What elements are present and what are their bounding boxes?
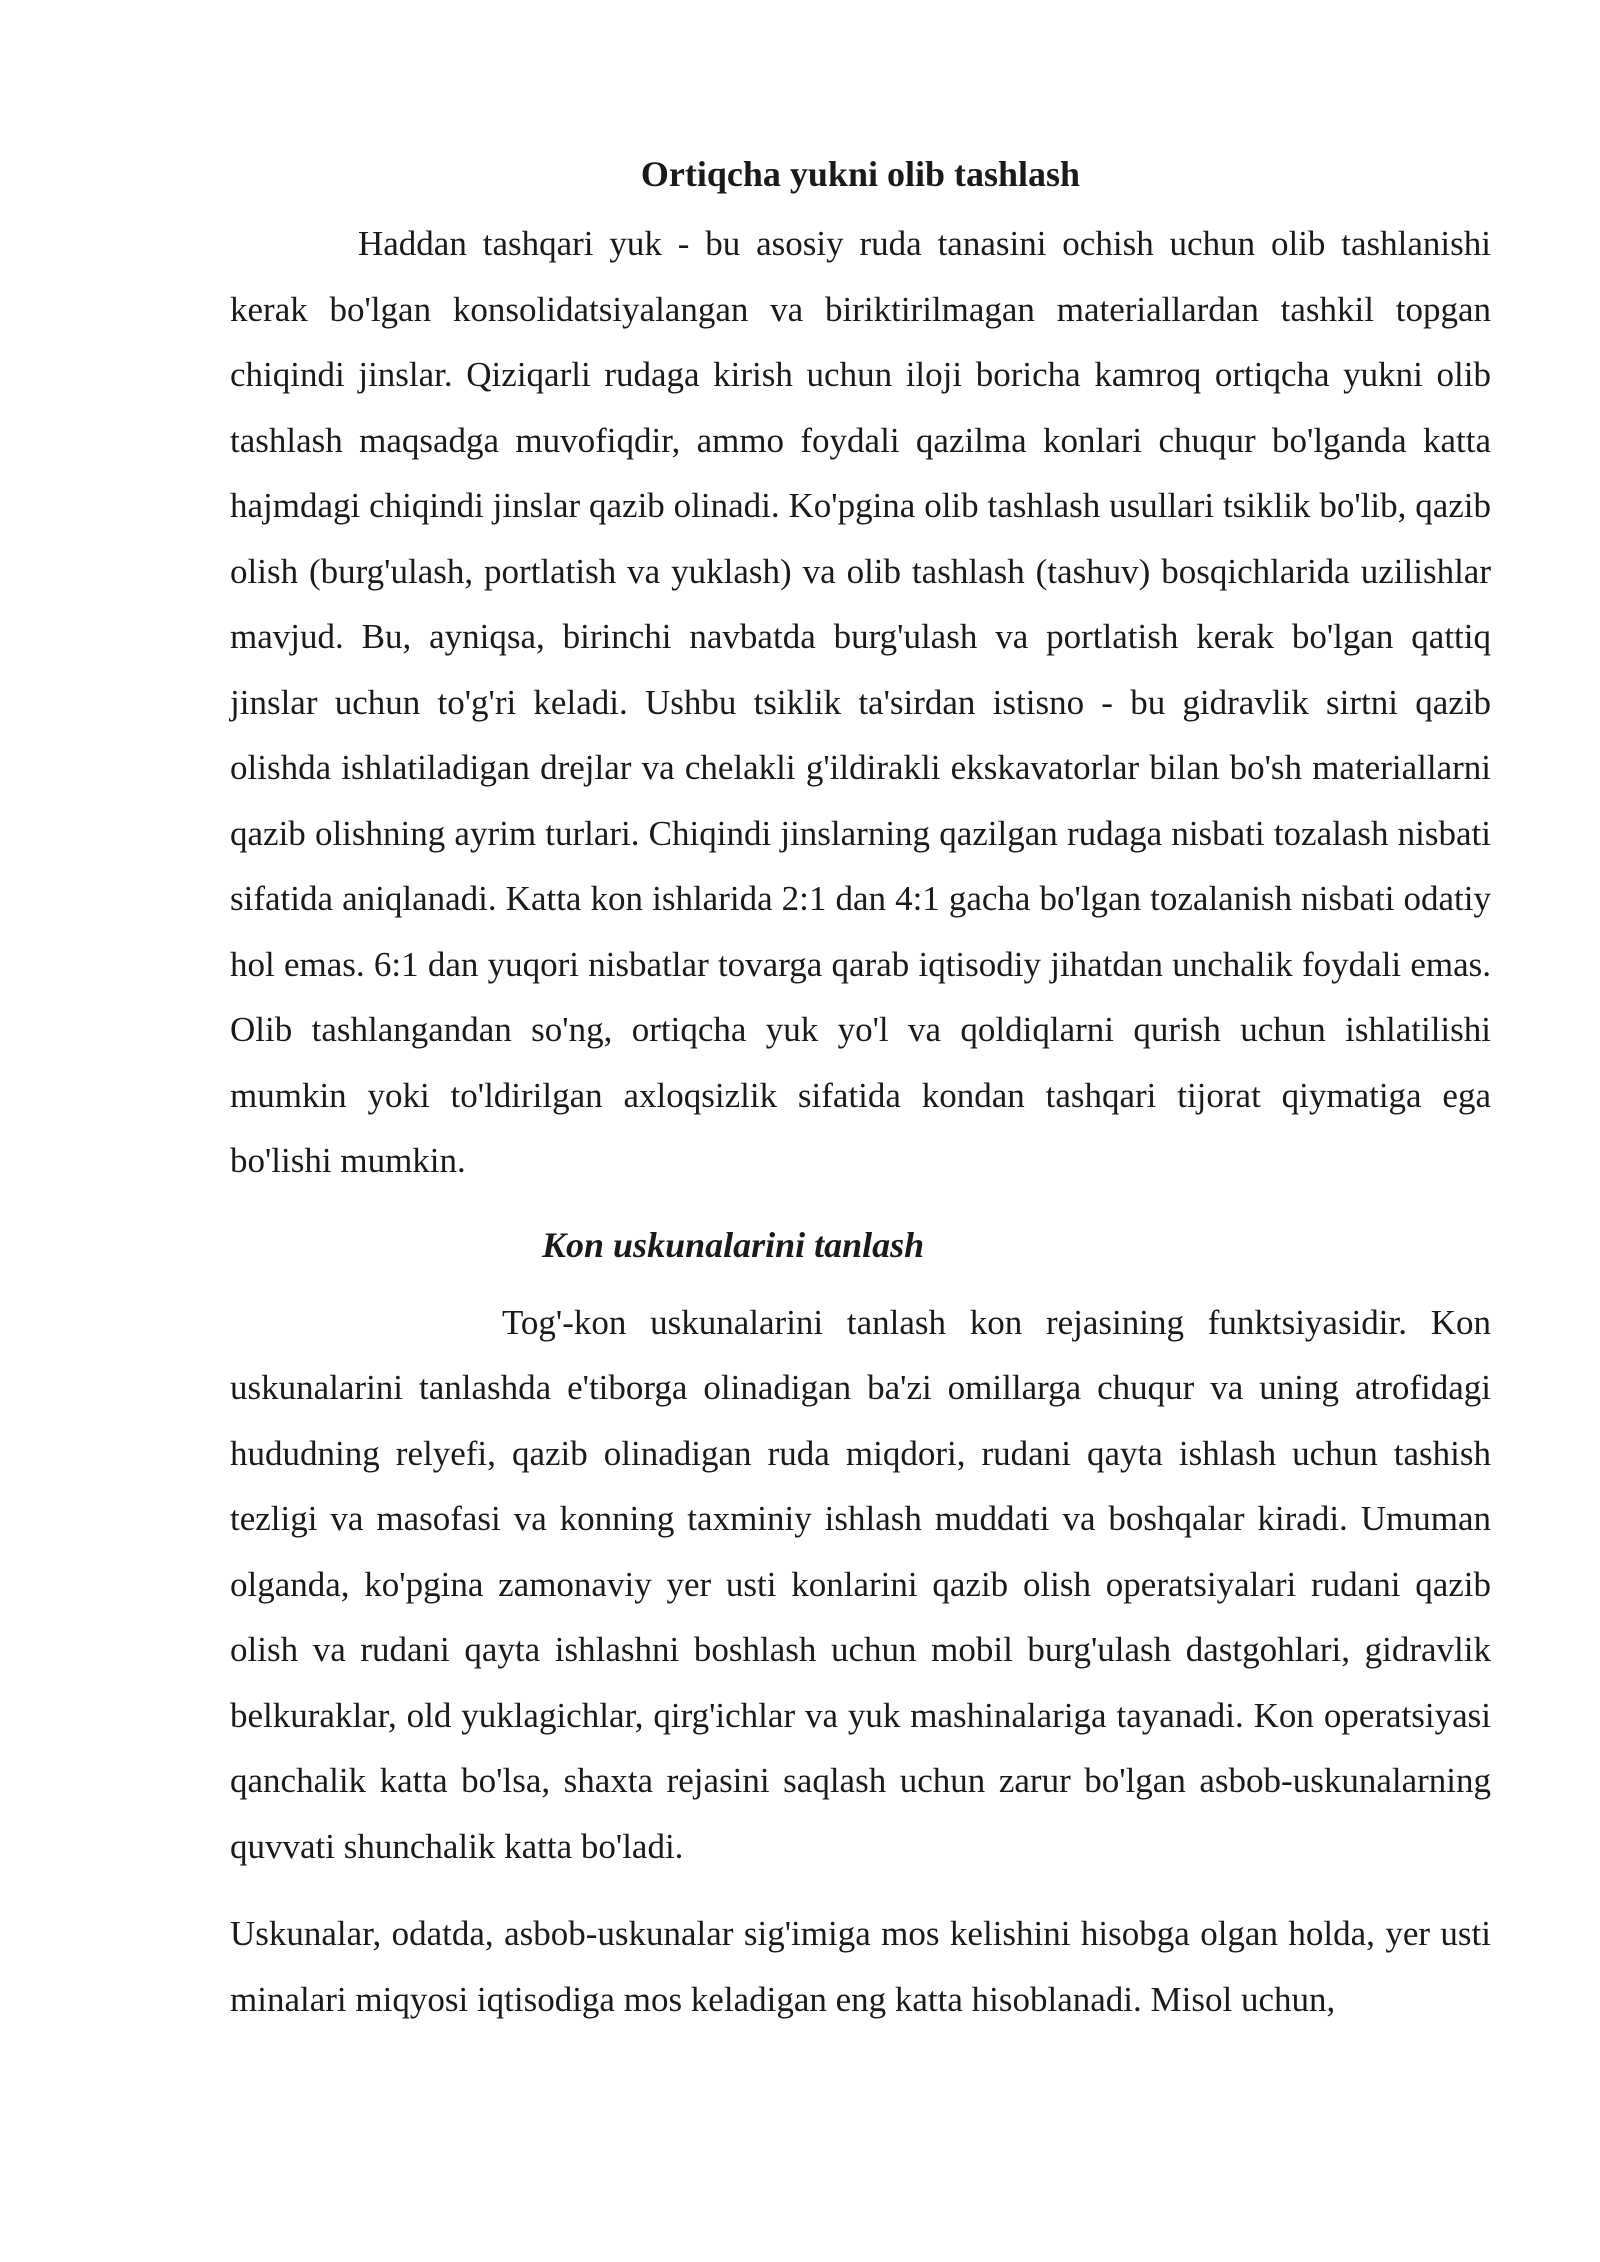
section-title-equipment-selection: Kon uskunalarini tanlash bbox=[542, 1224, 925, 1265]
section-title-overburden: Ortiqcha yukni olib tashlash bbox=[640, 154, 1081, 194]
paragraph-equipment-selection-1: Tog'-kon uskunalarini tanlash kon rejasining funktsiyasidir. Kon uskunalarini tanlashda e'tiborga olinadigan ba'zi omillarga chuqur va uning atrofidagi hududning relyefi, qazib olinadigan ruda miqdori, rudani qayta ishlash uchun tashish tezligi va masofasi va konning taxminiy ishlash muddati va boshqalar kiradi. Umuman olganda, ko'pgina zamonaviy yer usti konlarini qazib olish operatsiyalari rudani qazib olish va rudani qayta ishlashni boshlash uchun mobil burg'ulash dastgohlari, gidravlik belkuraklar, old yuklagichlar, qirg'ichlar va yuk mashinalariga tayanadi. Kon operatsiyasi qanchalik katta bo'lsa, shaxta rejasini saqlash uchun zarur bo'lgan asbob-uskunalarning quvvati shunchalik katta bo'ladi. bbox=[230, 1302, 1491, 1866]
document-page bbox=[230, 148, 1491, 2032]
paragraph-overburden: Haddan tashqari yuk - bu asosiy ruda tanasini ochish uchun olib tashlanishi kerak bo'lgan konsolidatsiyalangan va biriktirilmagan materiallardan tashkil topgan chiqindi jinslar. Qiziqarli rudaga kirish uchun iloji boricha kamroq ortiqcha yukni olib tashlash maqsadga muvofiqdir, ammo foydali qazilma konlari chuqur bo'lganda katta hajmdagi chiqindi jinslar qazib olinadi. Ko'pgina olib tashlash usullari tsiklik bo'lib, qazib olish (burg'ulash, portlatish va yuklash) va olib tashlash (tashuv) bosqichlarida uzilishlar mavjud. Bu, ayniqsa, birinchi navbatda burg'ulash va portlatish kerak bo'lgan qattiq jinslar uchun to'g'ri keladi. Ushbu tsiklik ta'sirdan istisno - bu gidravlik sirtni qazib olishda ishlatiladigan drejlar va chelakli g'ildirakli ekskavatorlar bilan bo'sh materiallarni qazib olishning ayrim turlari. Chiqindi jinslarning qazilgan rudaga nisbati tozalash nisbati sifatida aniqlanadi. Katta kon ishlarida 2:1 dan 4:1 gacha bo'lgan tozalanish nisbati odatiy hol emas. 6:1 dan yuqori nisbatlar tovarga qarab iqtisodiy jihatdan unchalik foydali emas. Olib tashlangandan so'ng, ortiqcha yuk yo'l va qoldiqlarni qurish uchun ishlatilishi mumkin yoki to'ldirilgan axloqsizlik sifatida kondan tashqari tijorat qiymatiga ega bo'lishi mumkin. bbox=[230, 224, 1491, 1180]
paragraph-equipment-selection-2: Uskunalar, odatda, asbob-uskunalar sig'imiga mos kelishini hisobga olgan holda, yer usti minalari miqyosi iqtisodiga mos keladigan eng katta hisoblanadi. Misol uchun, bbox=[230, 1914, 1491, 2019]
